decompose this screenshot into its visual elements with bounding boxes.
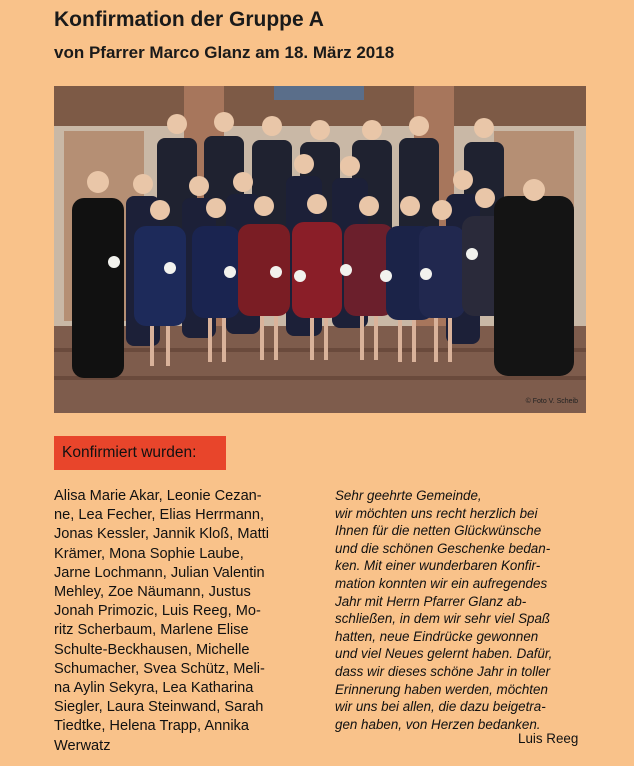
- letter-line: Jahr mit Herrn Pfarrer Glanz ab-: [335, 593, 527, 609]
- letter-line: wir uns bei allen, die dazu beigetra-: [335, 699, 546, 715]
- confirmed-banner-label: Konfirmiert wurden:: [62, 444, 197, 461]
- letter-line: hatten, neue Eindrücke gewonnen: [335, 628, 539, 644]
- names-line: Schulte-Beckhausen, Michelle: [54, 641, 250, 658]
- letter-line: schließen, in dem wir sehr viel Spaß: [335, 611, 551, 627]
- letter-signature: Luis Reeg: [518, 731, 579, 746]
- thank-you-letter: [335, 487, 593, 733]
- group-photo-illustration: [54, 86, 586, 413]
- letter-line: dass wir dieses schöne Jahr in toller: [335, 663, 551, 679]
- letter-line: Sehr geehrte Gemeinde,: [335, 488, 482, 503]
- letter-line: und die schönen Geschenke bedan-: [335, 540, 551, 556]
- letter-line: gen haben, von Herzen bedanken.: [335, 716, 541, 732]
- names-line: ne, Lea Fecher, Elias Herrmann,: [54, 507, 265, 524]
- letter-line: Erinnerung haben werden, möchten: [335, 681, 548, 697]
- names-line: Krämer, Mona Sophie Laube,: [54, 545, 244, 562]
- confirmed-banner: [54, 436, 226, 470]
- photo-credit: © Foto V. Scheib: [525, 398, 578, 405]
- names-line: Alisa Marie Akar, Leonie Cezan-: [54, 488, 262, 504]
- names-line: Jonah Primozic, Luis Reeg, Mo-: [54, 603, 261, 620]
- letter-line: ken. Mit einer wunderbaren Konfir-: [335, 558, 541, 574]
- page-subtitle: von Pfarrer Marco Glanz am 18. März 2018: [54, 43, 395, 62]
- names-line: na Aylin Sekyra, Lea Katharina: [54, 680, 254, 697]
- group-photo: [54, 86, 586, 413]
- letter-line: wir möchten uns recht herzlich bei: [335, 505, 538, 521]
- names-line: Mehley, Zoe Näumann, Justus: [54, 584, 251, 601]
- names-line: Jarne Lochmann, Julian Valentin: [54, 564, 265, 581]
- names-line: Werwatz: [54, 737, 111, 754]
- confirmand-names: [54, 487, 304, 756]
- letter-line: mation konnten wir ein aufregendes: [335, 575, 548, 591]
- names-line: ritz Scherbaum, Marlene Elise: [54, 622, 249, 639]
- names-line: Siegler, Laura Steinwand, Sarah: [54, 699, 264, 716]
- names-line: Tiedtke, Helena Trapp, Annika: [54, 718, 249, 735]
- letter-line: und viel Neues gelernt haben. Dafür,: [335, 646, 553, 662]
- letter-line: Ihnen für die netten Glückwünsche: [335, 523, 542, 539]
- names-line: Jonas Kessler, Jannik Kloß, Matti: [54, 526, 269, 543]
- page-title: Konfirmation der Gruppe A: [54, 8, 324, 31]
- names-line: Schumacher, Svea Schütz, Meli-: [54, 660, 265, 677]
